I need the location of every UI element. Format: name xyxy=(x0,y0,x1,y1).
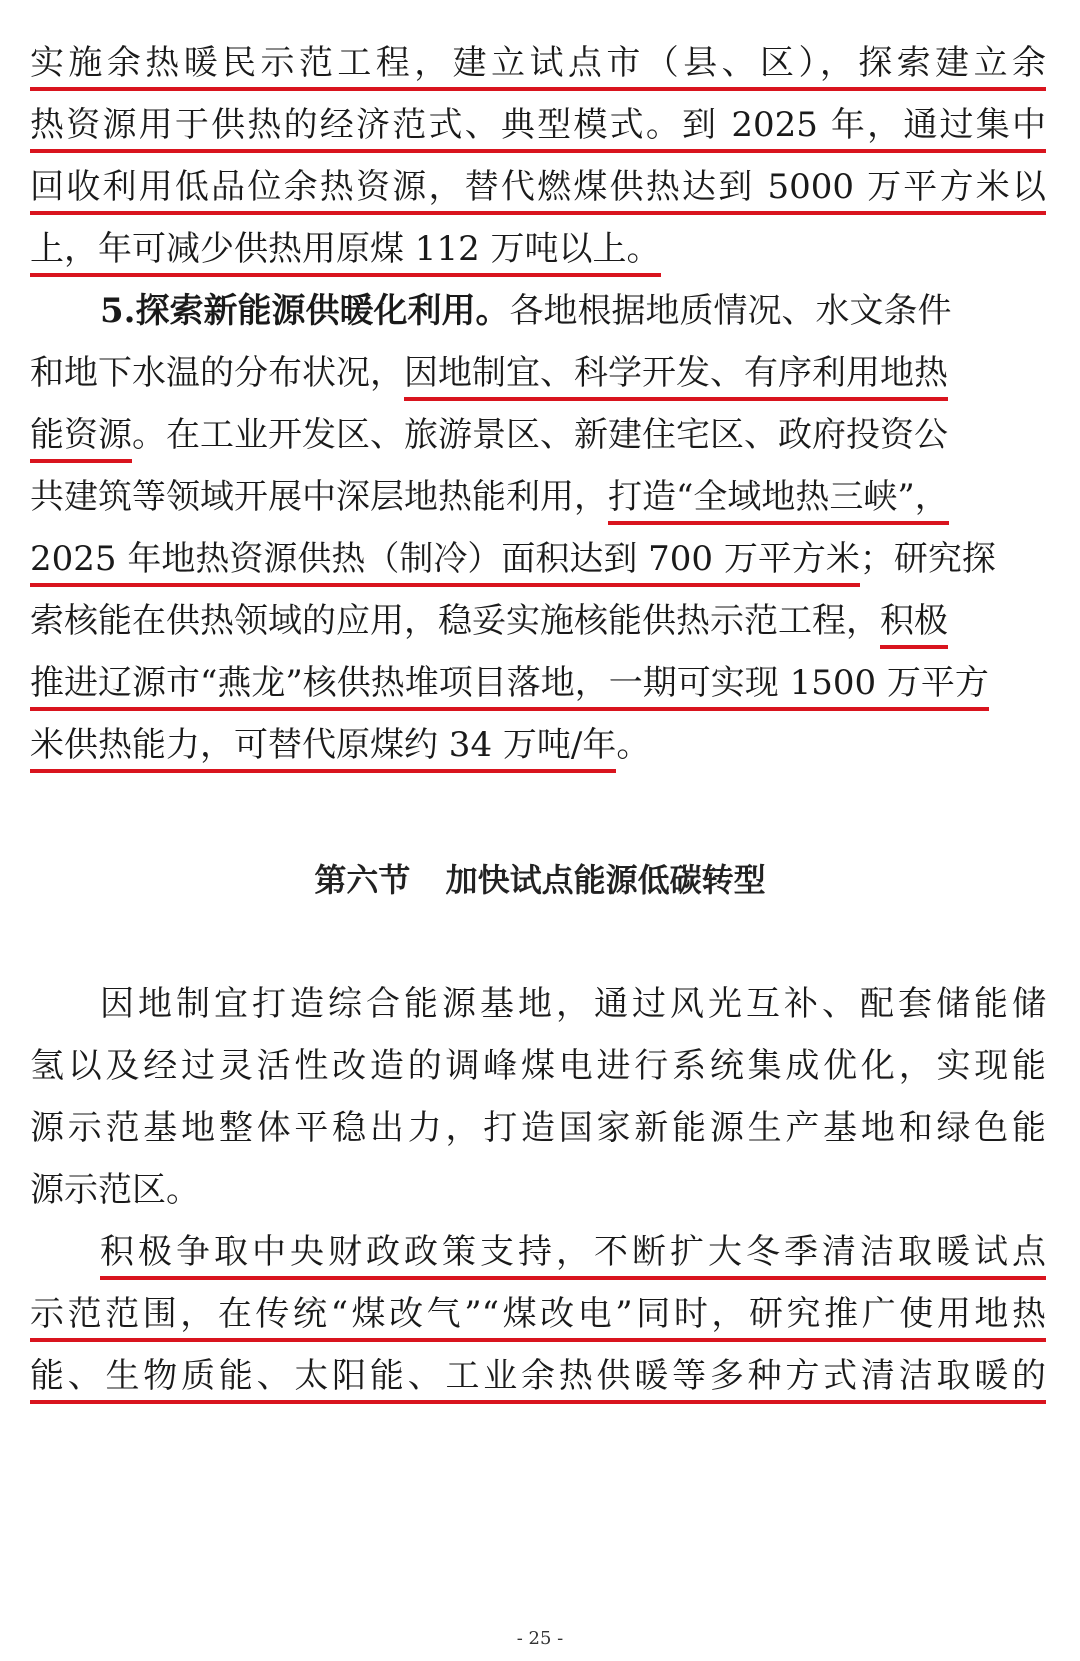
text-line xyxy=(30,104,1046,146)
section-heading: 第六节 加快试点能源低碳转型 xyxy=(314,861,766,899)
text-line xyxy=(30,662,1046,704)
underlined-text: 示范范围，在传统“煤改气”“煤改电”同时，研究推广使用地热 xyxy=(30,1294,1046,1342)
text-line xyxy=(30,476,1046,518)
text-line xyxy=(30,352,1046,394)
plain-text: 氢以及经过灵活性改造的调峰煤电进行系统集成优化，实现能 xyxy=(30,1046,1046,1086)
text-line xyxy=(30,1293,1046,1335)
plain-text: ；研究探 xyxy=(859,539,996,579)
text-line xyxy=(30,1355,1046,1397)
plain-text: 源示范区。 xyxy=(30,1170,200,1210)
underlined-text: 上，年可减少供热用原煤 112 万吨以上。 xyxy=(30,229,661,277)
text-line xyxy=(30,724,1046,766)
underlined-text: 推进辽源市“燕龙”核供热堆项目落地，一期可实现 1500 万平方 xyxy=(30,663,989,711)
text-line xyxy=(30,1169,1046,1211)
plain-text: 共建筑等领域开展中深层地热能利用， xyxy=(30,477,608,517)
text-line xyxy=(30,600,1046,642)
plain-text: 各地根据地质情况、水文条件 xyxy=(509,291,952,331)
plain-text: 索核能在供热领域的应用，稳妥实施核能供热示范工程， xyxy=(30,601,880,641)
plain-text: 因地制宜打造综合能源基地，通过风光互补、配套储能储 xyxy=(100,984,1046,1024)
plain-text: 。在工业开发区、旅游景区、新建住宅区、政府投资公 xyxy=(132,415,948,455)
plain-text: 源示范基地整体平稳出力，打造国家新能源生产基地和绿色能 xyxy=(30,1108,1046,1148)
underlined-text: 回收利用低品位余热资源，替代燃煤供热达到 5000 万平方米以 xyxy=(30,167,1046,215)
underlined-text: 打造“全域地热三峡”， xyxy=(608,477,949,525)
text-line xyxy=(30,42,1046,84)
text-line xyxy=(30,414,1046,456)
underlined-text: 能资源 xyxy=(30,415,132,463)
plain-text: 和地下水温的分布状况， xyxy=(30,353,404,393)
plain-text: 。 xyxy=(616,725,651,765)
underlined-text: 积极争取中央财政政策支持，不断扩大冬季清洁取暖试点 xyxy=(100,1232,1046,1280)
text-line xyxy=(30,538,1046,580)
text-line xyxy=(30,983,1046,1025)
underlined-text: 米供热能力，可替代原煤约 34 万吨/年 xyxy=(30,725,616,773)
underlined-text: 积极 xyxy=(880,601,948,649)
text-line xyxy=(30,1045,1046,1087)
paragraph-lead-title: 5.探索新能源供暖化利用。 xyxy=(100,291,510,331)
text-line xyxy=(30,1107,1046,1149)
underlined-text: 能、生物质能、太阳能、工业余热供暖等多种方式清洁取暖的 xyxy=(30,1356,1046,1404)
underlined-text: 实施余热暖民示范工程，建立试点市（县、区），探索建立余 xyxy=(30,43,1046,91)
underlined-text: 热资源用于供热的经济范式、典型模式。到 2025 年，通过集中 xyxy=(30,105,1046,153)
text-line xyxy=(30,1231,1046,1273)
underlined-text: 2025 年地热资源供热（制冷）面积达到 700 万平方米 xyxy=(30,539,860,587)
text-line xyxy=(30,290,1046,332)
text-line xyxy=(30,228,1046,270)
page-number: - 25 - xyxy=(516,1628,564,1649)
text-line xyxy=(30,166,1046,208)
underlined-text: 因地制宜、科学开发、有序利用地热 xyxy=(404,353,948,401)
